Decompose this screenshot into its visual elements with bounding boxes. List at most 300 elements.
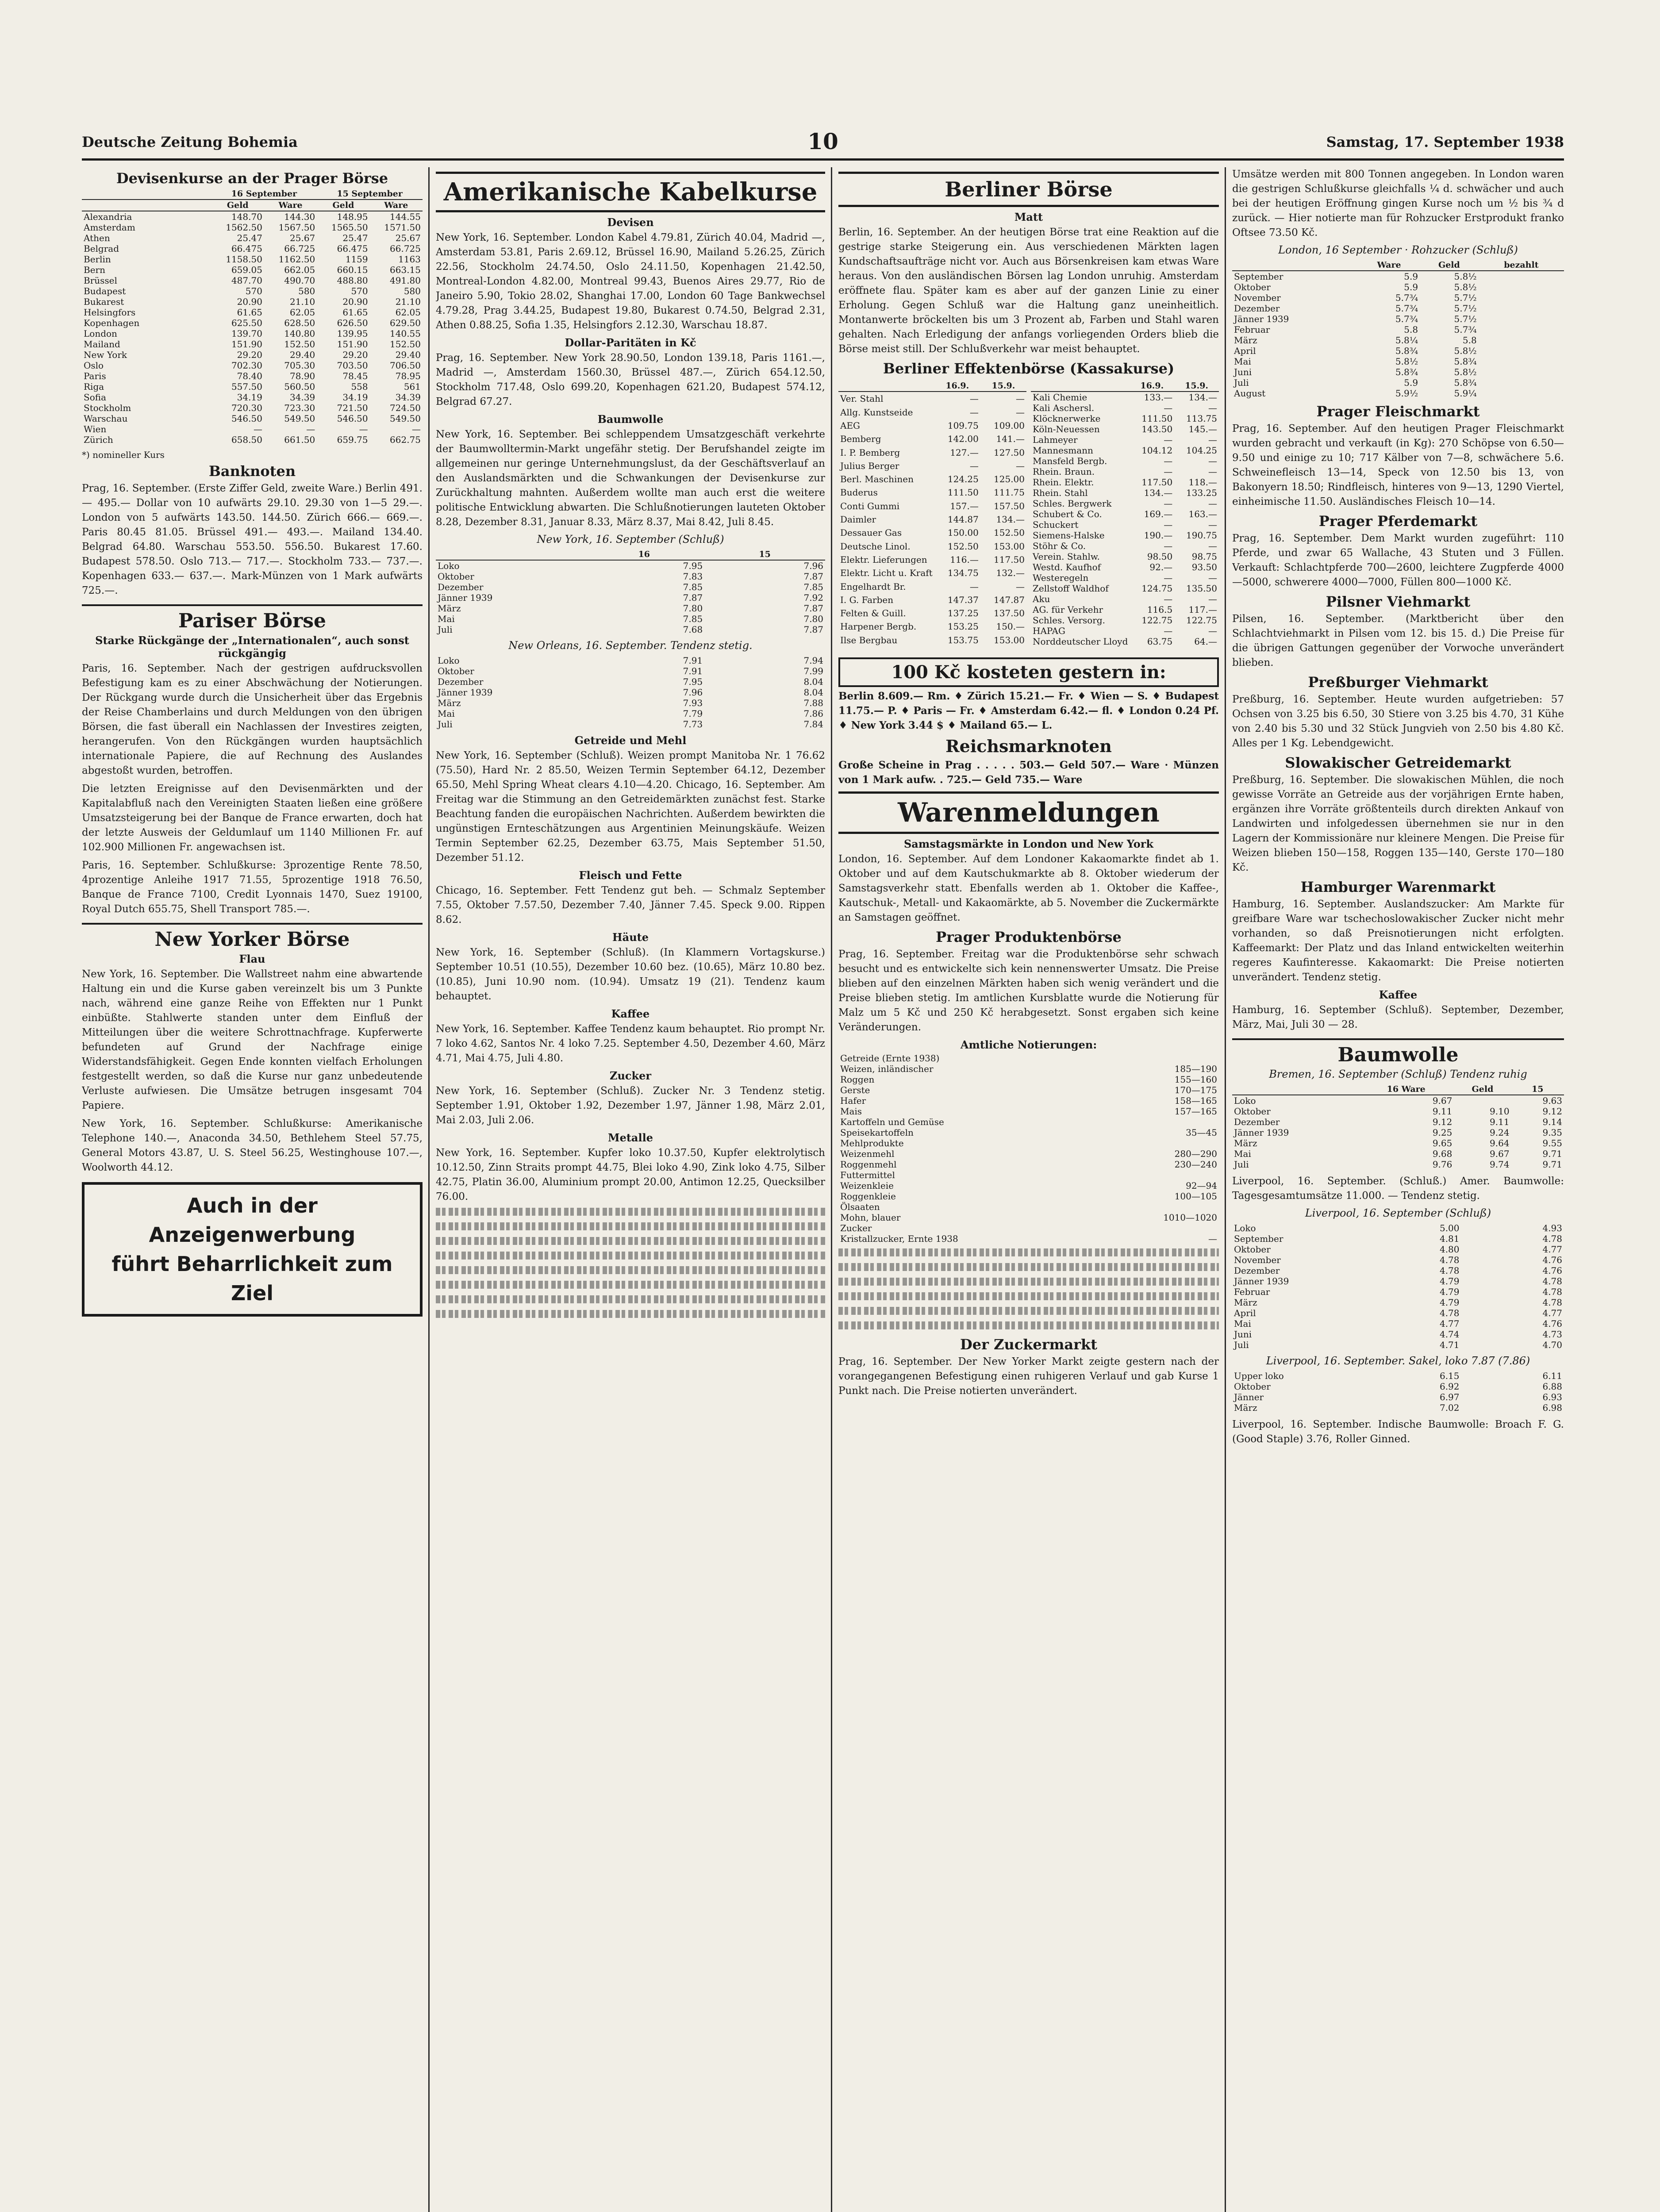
notierungen-table (838, 1053, 1219, 1244)
cell-value: 7.87 (803, 603, 823, 614)
cell-value: 7.96 (803, 561, 823, 571)
row-label: Upper loko (1234, 1371, 1284, 1381)
article-paragraph: New York, 16. September. London Kabel 4.79.81, Zürich 40.04, Madrid —, Amsterdam 53.81, Paris 2.69.12, Brüssel 16.90, Mailand 5.26.25, Zürich 22.56, Stockholm 24.74.50, Oslo 24.11.50, Kopenhagen 21.42.50, Montreal-London 4.82.00, Montreal 99.43, Buenos Aires 29.77, Rio de Janeiro 5.90, Tokio 28.02, Shanghai 17.00, London 60 Tage Bankwechsel 4.79.28, Prag 3.44.25, Budapest 19.80, Bukarest 0.74.50, Belgrad 2.31, Athen 0.88.25, Sofia 1.35, Helsingfors 2.12.30, Warschau 18.87. (436, 232, 825, 331)
kabelkurse-title: Amerikanische Kabelkurse (436, 172, 825, 212)
cell-value: 147.87 (994, 594, 1025, 605)
row-label: Mehlprodukte (840, 1138, 904, 1148)
cell-value: 25.47 (342, 233, 368, 243)
column-header: Ware (370, 200, 423, 211)
row-label: Weizen, inländischer (840, 1064, 934, 1074)
cell-value: 66.725 (390, 243, 421, 254)
cell-value (1479, 292, 1564, 303)
cell-value: 150.00 (947, 527, 979, 538)
row-label: Aku (1033, 594, 1050, 604)
cell-value: 153.00 (994, 634, 1025, 645)
cell-value: 6.15 (1439, 1371, 1460, 1381)
table-row (436, 666, 825, 676)
section-subtitle: Dollar-Paritäten in Kč (565, 336, 696, 349)
kosten-title: 100 Kč kosteten gestern in: (838, 657, 1219, 687)
cell-value: 8.04 (803, 687, 823, 698)
article-paragraph: New York, 16. September (Schluß). Zucker Nr. 3 Tendenz stetig. September 1.91, Oktober 1.92, Dezember 1.97, Jänner 1.98, März 2.01, Mai 2.03, Juli 2.06. (436, 1085, 825, 1126)
ad-line: führt Beharrlichkeit zum Ziel (111, 1252, 393, 1305)
new-yorker-boerse-title: New Yorker Börse (82, 923, 423, 951)
cell-value: 7.80 (683, 603, 703, 614)
row-label: I. G. Farben (840, 594, 894, 605)
cell-value (983, 1053, 1219, 1064)
row-label: Siemens-Halske (1033, 530, 1105, 541)
cell-value: 658.50 (231, 434, 262, 445)
cotton-newyork-table (436, 549, 825, 635)
table-row (1232, 282, 1564, 292)
table-row (82, 434, 423, 445)
cell-value: 7.88 (803, 698, 823, 708)
row-label: I. P. Bemberg (840, 447, 900, 458)
table-row (1232, 1308, 1564, 1318)
cell-value: 4.74 (1439, 1329, 1460, 1340)
cell-value: 557.50 (231, 381, 262, 392)
table-row (1232, 271, 1564, 282)
column-header: 16.9. (1130, 380, 1174, 392)
table-row (1031, 636, 1219, 647)
cell-value: 122.75 (1186, 615, 1217, 626)
table-row (838, 1223, 1219, 1233)
table-header-row (1031, 380, 1219, 392)
cell-value: — (253, 424, 262, 434)
cell-value: 662.75 (390, 434, 421, 445)
article-paragraph: Chicago, 16. September. Fett Tendenz gut beh. — Schmalz September 7.55, Oktober 7.57.50, Dezember 7.40, Jänner 7.45. Speck 9.00. Rippen 8.62. (436, 885, 825, 926)
row-label: Stöhr & Co. (1033, 541, 1086, 551)
cell-value: 9.35 (1542, 1127, 1562, 1138)
cell-value: 98.75 (1191, 551, 1217, 562)
row-label: Bern (84, 265, 105, 275)
cell-value: 628.50 (284, 318, 315, 328)
row-label: Oktober (1234, 1106, 1271, 1117)
row-label: Mai (1234, 356, 1251, 367)
cell-value: 9.24 (1490, 1127, 1510, 1138)
cell-value: 34.39 (290, 392, 315, 403)
cell-value: 125.00 (994, 474, 1025, 485)
table-row (1031, 594, 1219, 604)
row-label: Dezember (1234, 303, 1280, 314)
row-label: November (1234, 1255, 1281, 1265)
cell-value: 9.67 (1490, 1148, 1510, 1159)
row-label: Allg. Kunstseide (840, 407, 913, 418)
table-row (1232, 324, 1564, 335)
row-label: Getreide (Ernte 1938) (840, 1053, 940, 1064)
cell-value: 111.50 (1141, 413, 1173, 424)
cell-value: 5.9¼ (1454, 388, 1477, 399)
cell-value: — (1016, 407, 1025, 418)
table-row (838, 580, 1026, 593)
article-paragraph: New York, 16. September. Schlußkurse: Amerikanische Telephone 140.—, Anaconda 34.50, Bethlehem Steel 57.75, General Motors 43.87, U. S. Steel 56.25, Westinghouse 107.—, Woolworth 44.12. (82, 1118, 423, 1173)
cell-value: 4.78 (1542, 1276, 1562, 1286)
cell-value: 35—45 (1186, 1127, 1217, 1138)
cell-value: 703.50 (337, 360, 368, 371)
row-label: Norddeutscher Lloyd (1033, 636, 1128, 647)
row-label: August (1234, 388, 1266, 399)
table-row (82, 424, 423, 434)
row-label: Amsterdam (84, 222, 135, 233)
cell-value: 98.50 (1147, 551, 1173, 562)
table-row (838, 1053, 1219, 1064)
row-label: Futtermittel (840, 1170, 895, 1180)
cell-value: 4.78 (1542, 1233, 1562, 1244)
cell-value: 4.77 (1439, 1318, 1460, 1329)
row-label: Juni (1234, 1329, 1252, 1340)
masthead-name: Deutsche Zeitung Bohemia (82, 134, 298, 150)
row-label: Speisekartoffeln (840, 1127, 914, 1138)
cell-value: 629.50 (390, 318, 421, 328)
cell-value: — (1164, 541, 1173, 551)
cell-value: 626.50 (337, 318, 368, 328)
advertisement-box (82, 1182, 423, 1317)
cell-value: 490.70 (284, 275, 315, 286)
cell-value: 63.75 (1147, 636, 1173, 647)
table-row (82, 371, 423, 381)
cell-value: 4.78 (1542, 1286, 1562, 1297)
row-label: Oktober (438, 666, 474, 676)
cell-value: 487.70 (231, 275, 262, 286)
cell-value: 4.78 (1439, 1255, 1460, 1265)
article-paragraph: Prag, 16. September. Dem Markt wurden zugeführt: 110 Pferde, und zwar 65 Wallache, 43 Stuten und 3 Füllen. Verkauft: Schlachtpferde 700—2600, leichtere Zugpferde 4000—5000, schwerere 4000—7000, Füllen 800—1000 Kč. (1232, 533, 1564, 588)
table-row (1232, 1392, 1564, 1402)
table-row (838, 1095, 1219, 1106)
row-label: Kristallzucker, Ernte 1938 (840, 1233, 958, 1244)
cell-value: 104.25 (1186, 445, 1217, 456)
cell-value: 9.71 (1542, 1159, 1562, 1170)
cell-value: 9.10 (1490, 1106, 1510, 1117)
cell-value: 151.90 (231, 339, 262, 349)
row-label: Sofia (84, 392, 107, 403)
row-label: Verein. Stahlw. (1033, 551, 1100, 562)
cell-value: — (1208, 498, 1217, 509)
cell-value: 157.50 (994, 500, 1025, 511)
table-row (838, 472, 1026, 486)
cell-value: 117.— (1188, 604, 1217, 615)
egyptian-cotton-table (1232, 1371, 1564, 1413)
cell-value: 29.20 (342, 349, 368, 360)
cell-value: 4.70 (1542, 1340, 1562, 1350)
table-header-row (1232, 260, 1564, 271)
table-row (82, 222, 423, 233)
column-4 (1232, 167, 1564, 2212)
cell-value (1479, 335, 1564, 346)
table-row (838, 459, 1026, 472)
table-row (838, 445, 1026, 459)
cell-value: 152.50 (994, 527, 1025, 538)
cell-value: — (1208, 626, 1217, 636)
row-label: AEG (840, 420, 861, 431)
row-label: Ilse Bergbau (840, 634, 898, 645)
cell-value: 280—290 (1174, 1148, 1217, 1159)
table-row (838, 1148, 1219, 1159)
table-row (82, 275, 423, 286)
table-row (1031, 498, 1219, 509)
cell-value: 29.20 (237, 349, 262, 360)
article-paragraph: Hamburg, 16. September. Auslandszucker: Am Markte für greifbare Ware war tschechoslowakischer Zucker nicht mehr vorhanden, so daß Preisnotierungen nicht erfolgten. Kaffeemarkt: Der Platz und das Inland entwickelten weiterhin regeres Kaufinteresse. Kakaomarkt: Die Preise notierten unverändert. Tendenz stetig. (1232, 899, 1564, 983)
row-label: Stockholm (84, 403, 131, 413)
cell-value: 109.75 (947, 420, 979, 431)
table-row (838, 1159, 1219, 1170)
table-row (436, 655, 825, 666)
row-label: Mohn, blauer (840, 1212, 901, 1223)
row-label: Kopenhagen (84, 318, 140, 328)
article-paragraph: Preßburg, 16. September. Heute wurden aufgetrieben: 57 Ochsen von 3.25 bis 6.50, 30 Stiere von 3.25 bis 4.70, 31 Kühe von 2.40 bis 5.30 und 32 Stück Jungvieh von 2.50 bis 4.80 Kč. Alles per 1 Kg. Lebendgewicht. (1232, 694, 1564, 749)
cell-value: 9.25 (1432, 1127, 1452, 1138)
row-label: März (1234, 1138, 1257, 1148)
cell-value: — (1208, 456, 1217, 466)
cell-value: 147.37 (947, 594, 979, 605)
article-paragraph: Berlin, 16. September. An der heutigen Börse trat eine Reaktion auf die gestrige starke Steigerung ein. Aus verschiedenen Märkten lagen Kundschaftsaufträge nicht vor. Auch aus Börsenkreisen kam etwas Ware heraus. Von den ausländischen Börsen lag London unruhig. Amsterdam eröffnete flau. Später kam es aber auf der ganzen Linie zu einer Erholung. Gegen Schluß war die Haltung ganz uneinheitlich. Montanwerte bröckelten bis um 3 Prozent ab, Farben und Stahl waren gehalten. Nach Erledigung der anfangs vorliegenden Orders blieb die Börse meist still. Der Schlußverkehr war meist behauptet. (838, 227, 1219, 355)
row-label: September (1234, 1233, 1283, 1244)
cell-value: 157—165 (1174, 1106, 1217, 1117)
row-label: Mansfeld Bergb. (1033, 456, 1107, 466)
cell-value: 7.68 (683, 624, 703, 635)
row-label: Oktober (1234, 1244, 1271, 1255)
table-row (838, 540, 1026, 553)
row-label: Ölsaaten (840, 1202, 880, 1212)
section-subtitle: Getreide und Mehl (574, 734, 687, 747)
baumwolle-title: Baumwolle (1232, 1038, 1564, 1066)
cell-value: 93.50 (1191, 562, 1217, 572)
bremen-cotton-table (1232, 1084, 1564, 1170)
table-row (838, 1064, 1219, 1074)
cell-value: 190.75 (1186, 530, 1217, 541)
table-row (1232, 1286, 1564, 1297)
row-label: Daimler (840, 514, 876, 525)
row-label: Juli (438, 624, 453, 635)
cell-value (1479, 314, 1564, 324)
table-row (1031, 413, 1219, 424)
cell-value: 4.79 (1439, 1276, 1460, 1286)
article-paragraph: Hamburg, 16. September (Schluß). September, Dezember, März, Mai, Juli 30 — 28. (1232, 1004, 1564, 1030)
cell-value: 62.05 (290, 307, 315, 318)
cell-value: 150.— (996, 621, 1025, 632)
section-subtitle: Samstagsmärkte in London und New York (903, 837, 1154, 850)
cell-value: 100—105 (1174, 1191, 1217, 1202)
cell-value: 117.50 (994, 554, 1025, 565)
cell-value: 9.11 (1432, 1106, 1452, 1117)
table-row (838, 566, 1026, 580)
cell-value: 5.8½ (1454, 282, 1477, 292)
cell-value: 5.8 (1404, 324, 1418, 335)
produktenboerse-title: Prager Produktenbörse (936, 929, 1122, 945)
table-row (1232, 1340, 1564, 1350)
table-row (838, 593, 1026, 607)
row-label: Rhein. Elektr. (1033, 477, 1094, 488)
cell-value: 151.90 (337, 339, 368, 349)
article-paragraph: Pilsen, 16. September. (Marktbericht über den Schlachtviehmarkt in Pilsen vom 12. bis 15. d.) Die Preise für die übrigen Gattungen gegenüber der Vorwoche unverändert blieben. (1232, 613, 1564, 668)
row-label: Hafer (840, 1095, 866, 1106)
row-label: AG. für Verkehr (1033, 604, 1103, 615)
illegible-text-lines (838, 1248, 1219, 1329)
table-row (82, 254, 423, 265)
row-label: Riga (84, 381, 104, 392)
table-row (838, 419, 1026, 432)
liverpool-cotton-table (1232, 1223, 1564, 1350)
cell-value: 546.50 (337, 413, 368, 424)
row-label: Roggenkleie (840, 1191, 896, 1202)
table-row (838, 526, 1026, 539)
cell-value: 9.76 (1432, 1159, 1452, 1170)
table-row (1232, 1138, 1564, 1148)
cell-value: 6.93 (1542, 1392, 1562, 1402)
cell-value: 29.40 (395, 349, 421, 360)
cell-value: 570 (351, 286, 368, 296)
zuckermarkt-title: Der Zuckermarkt (960, 1336, 1097, 1353)
page-number: 10 (807, 128, 838, 154)
cell-value: — (1164, 466, 1173, 477)
column-header: Geld (1420, 260, 1479, 271)
cell-value: 122.75 (1141, 615, 1173, 626)
table-row (1031, 434, 1219, 445)
article-paragraph: New York, 16. September. Die Wallstreet nahm eine abwartende Haltung ein und die Kurse gaben vereinzelt bis um 3 Punkte nach, während eine ganze Reihe von Effekten nur 1 Punkt einbüßte. Stahlwerte standen unter dem Einfluß der Mitteilungen über die weitere Schrottnachfrage. Kupferwerte befundeten auf Grund der Nachfrage einige Widerstandsfähigkeit. Gegen Ende konnten vielfach Erholungen festgestellt werden, so daß die Kurse nur ganz unbedeutende Verluste aufwiesen. Die Umsätze betrugen insgesamt 704 Papiere. (82, 968, 423, 1111)
cell-value: 20.90 (237, 296, 262, 307)
cell-value: 144.87 (947, 514, 979, 525)
cell-value: 4.77 (1542, 1244, 1562, 1255)
cell-value: 488.80 (337, 275, 368, 286)
cell-value: 66.725 (284, 243, 315, 254)
table-row (436, 676, 825, 687)
row-label: Mai (1234, 1148, 1251, 1159)
table-header-row (838, 380, 1026, 392)
cell-value (1479, 282, 1564, 292)
cell-value: 9.64 (1490, 1138, 1510, 1148)
table-row (838, 1202, 1219, 1212)
cell-value: 5.9 (1404, 271, 1418, 282)
cell-value (983, 1170, 1219, 1180)
cell-value: 21.10 (290, 296, 315, 307)
cell-value: — (1164, 572, 1173, 583)
cell-value: 7.87 (803, 571, 823, 582)
cell-value: 7.87 (803, 624, 823, 635)
page-header (82, 128, 1564, 161)
cell-value (1479, 303, 1564, 314)
article-paragraph: Liverpool, 16. September. (Schluß.) Amer. Baumwolle: Tagesgesamtumsätze 11.000. — Tendenz stetig. (1232, 1175, 1564, 1202)
row-label: Schubert & Co. (1033, 509, 1102, 519)
row-label: Brüssel (84, 275, 117, 286)
row-label: Dezember (1234, 1265, 1280, 1276)
cell-value: 5.00 (1439, 1223, 1460, 1233)
cell-value: 1567.50 (278, 222, 315, 233)
cell-value: 5.7½ (1454, 314, 1477, 324)
cell-value (1479, 377, 1564, 388)
row-label: Jänner 1939 (1234, 1127, 1289, 1138)
row-label: Loko (1234, 1095, 1256, 1106)
cell-value: 9.65 (1432, 1138, 1452, 1148)
cell-value: 66.475 (231, 243, 262, 254)
row-label: Elektr. Licht u. Kraft (840, 568, 933, 579)
cell-value: 5.8½ (1395, 356, 1418, 367)
cell-value: — (1208, 466, 1217, 477)
table-row (1232, 1244, 1564, 1255)
row-label: Mannesmann (1033, 445, 1093, 456)
cell-value: 4.78 (1542, 1297, 1562, 1308)
cell-value: 7.92 (803, 592, 823, 603)
table-row (82, 413, 423, 424)
table-row (1031, 530, 1219, 541)
row-label: Juli (1234, 377, 1249, 388)
cell-value: — (969, 393, 979, 404)
cell-value: 5.8¾ (1395, 367, 1418, 377)
table-row (1232, 1106, 1564, 1117)
cell-value: 1010—1020 (1163, 1212, 1217, 1223)
row-label: Engelhardt Br. (840, 581, 906, 592)
table-row (1232, 1318, 1564, 1329)
row-label: Jänner 1939 (1234, 314, 1289, 324)
table-row (1232, 1095, 1564, 1106)
cell-value: 4.93 (1542, 1223, 1562, 1233)
cell-value: 124.75 (1141, 583, 1173, 594)
section-subtitle: Häute (612, 931, 649, 944)
row-label: Harpener Bergb. (840, 621, 917, 632)
row-label: Jänner 1939 (1234, 1276, 1289, 1286)
cell-value: 169.— (1144, 509, 1173, 519)
table-row (838, 392, 1026, 406)
cell-value: 5.8¼ (1395, 335, 1418, 346)
row-label: Jänner 1939 (438, 592, 493, 603)
cell-value: 546.50 (231, 413, 262, 424)
cell-value: 7.02 (1439, 1402, 1460, 1413)
row-label: September (1234, 271, 1283, 282)
cell-value: 7.87 (683, 592, 703, 603)
cell-value: 185—190 (1174, 1064, 1217, 1074)
cell-value: 127.50 (994, 447, 1025, 458)
kassakurse-table-left (838, 380, 1026, 647)
table-row (1031, 488, 1219, 498)
cell-value: 9.74 (1490, 1159, 1510, 1170)
table-row (838, 1180, 1219, 1191)
row-label: Juni (1234, 367, 1252, 377)
table-row (436, 708, 825, 719)
row-label: Berl. Maschinen (840, 474, 914, 485)
table-row (838, 1191, 1219, 1202)
table-row (82, 296, 423, 307)
row-label: Loko (438, 655, 460, 666)
table-row (1232, 1329, 1564, 1340)
row-label: Schles. Bergwerk (1033, 498, 1112, 509)
cell-value: 4.76 (1542, 1255, 1562, 1265)
cell-value: 570 (245, 286, 262, 296)
column-header: bezahlt (1479, 260, 1564, 271)
cell-value: 1158.50 (226, 254, 262, 265)
table-row (1232, 314, 1564, 324)
row-label: Ver. Stahl (840, 393, 884, 404)
table-header-row (82, 188, 423, 200)
table-row (436, 582, 825, 592)
section-subtitle: Amtliche Notierungen: (960, 1038, 1097, 1051)
row-label: Roggen (840, 1074, 875, 1085)
cell-value: 4.81 (1439, 1233, 1460, 1244)
cell-value: 92.— (1149, 562, 1173, 572)
column-header: Geld (211, 200, 264, 211)
row-label: Bemberg (840, 434, 881, 445)
row-label: HAPAG (1033, 626, 1065, 636)
row-label: Athen (84, 233, 110, 243)
row-label: Kartoffeln und Gemüse (840, 1117, 944, 1127)
cell-value: 230—240 (1174, 1159, 1217, 1170)
cell-value: 9.12 (1542, 1106, 1562, 1117)
table-row (1232, 1233, 1564, 1244)
row-label: Februar (1234, 1286, 1270, 1297)
cell-value: 661.50 (284, 434, 315, 445)
cell-value: 9.63 (1542, 1095, 1562, 1106)
devisen-table (82, 188, 423, 445)
table-row (1232, 1402, 1564, 1413)
cell-value (983, 1138, 1219, 1148)
cell-value: 659.75 (337, 434, 368, 445)
row-label: Mais (840, 1106, 862, 1117)
